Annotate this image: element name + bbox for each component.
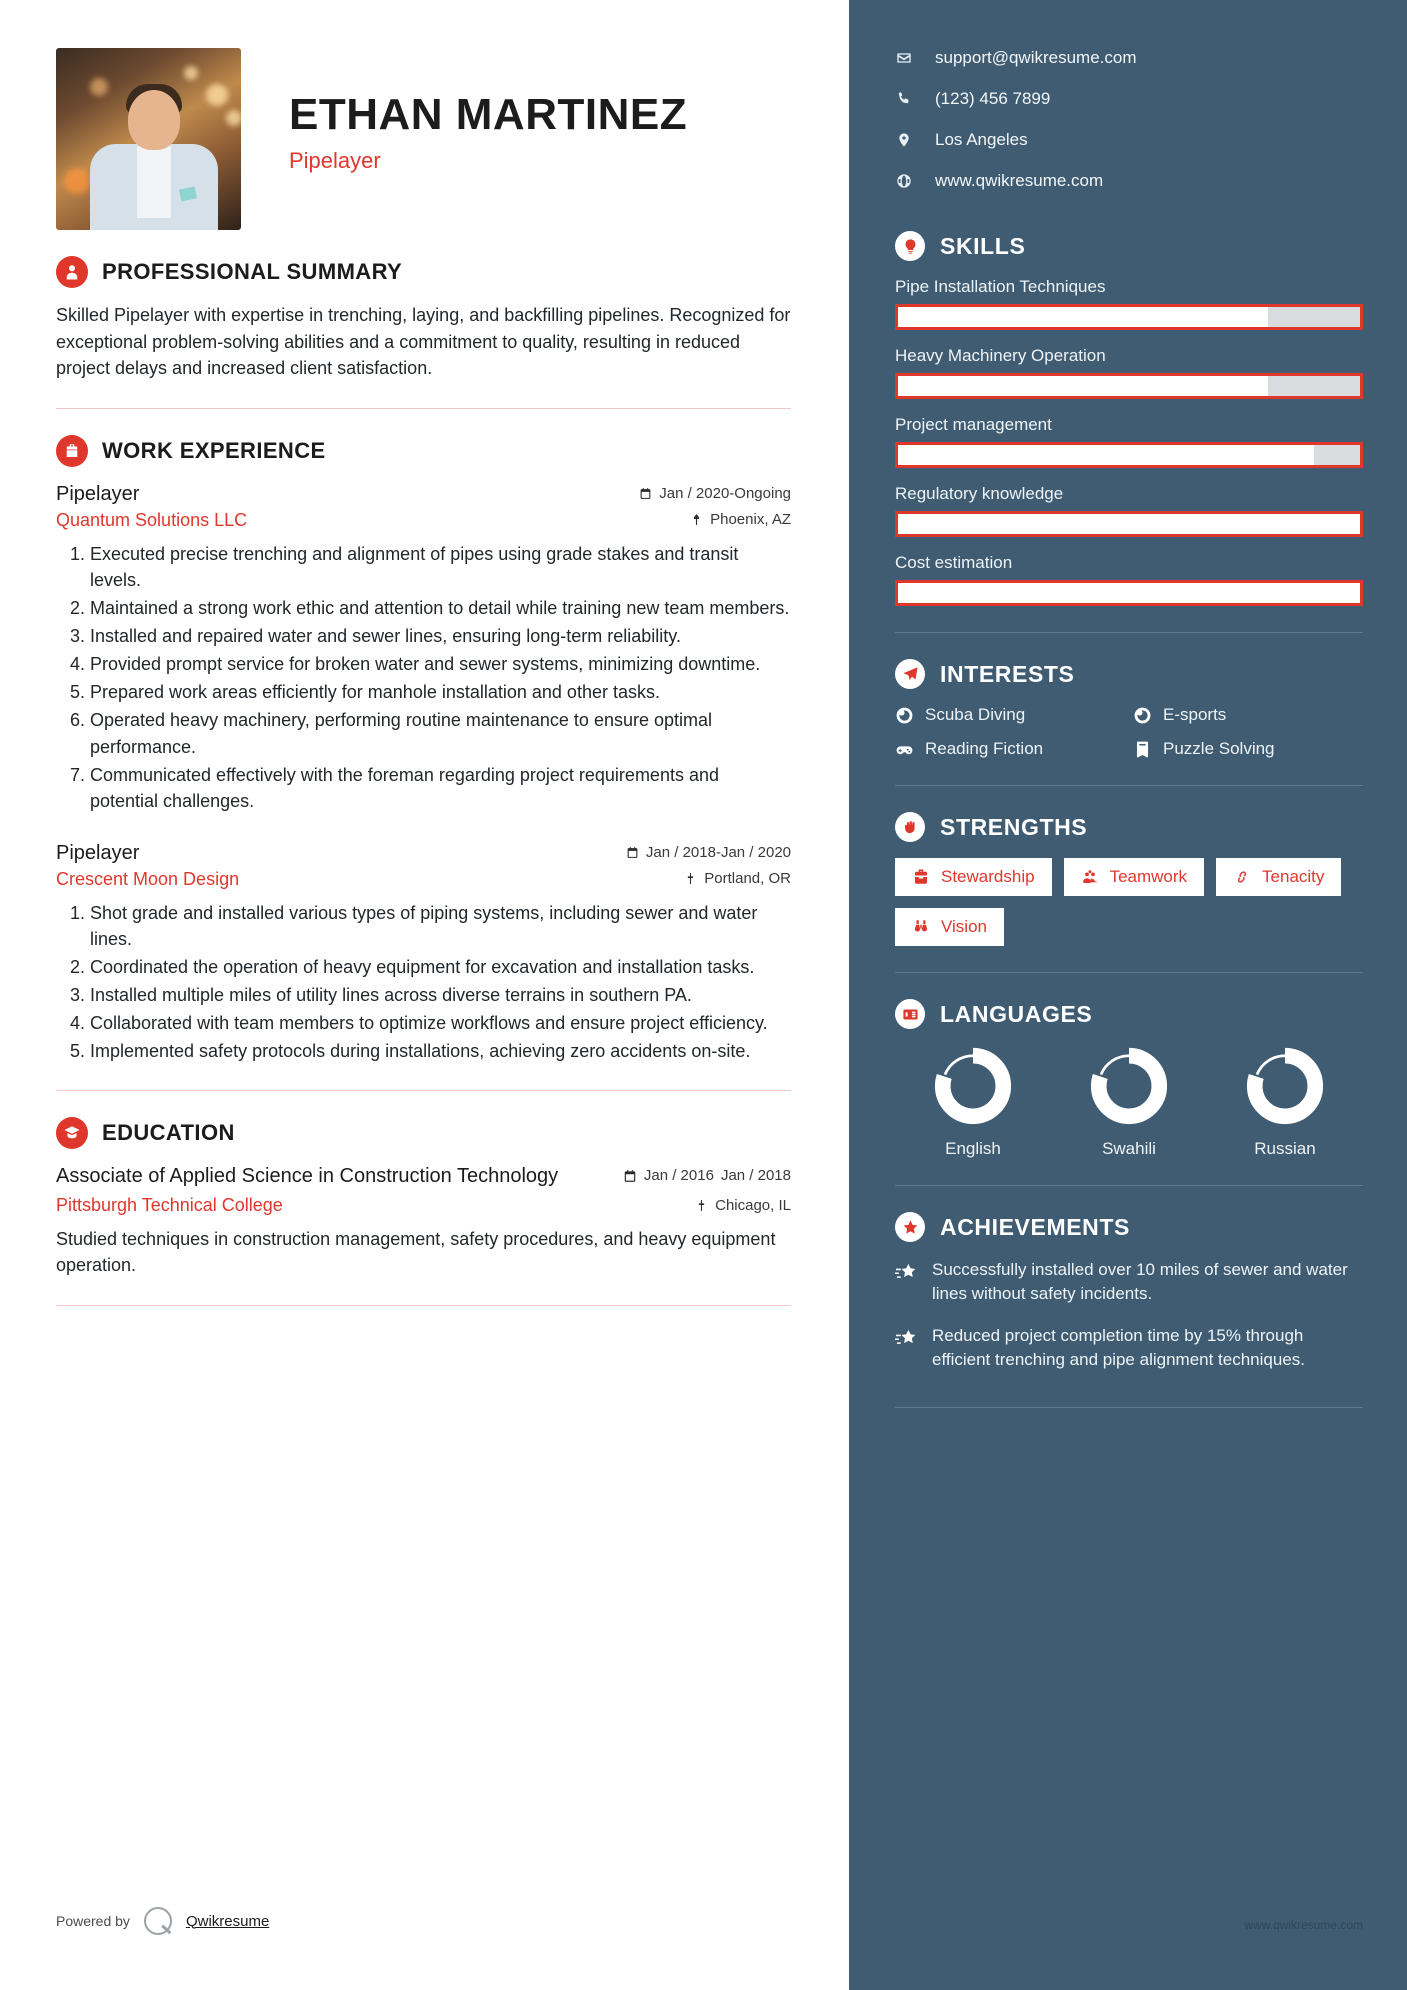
skill-label: Cost estimation: [895, 553, 1013, 572]
interests-grid: [895, 705, 1363, 759]
fist-icon: [895, 812, 925, 842]
star-badge-icon: [895, 1212, 925, 1242]
strengths-list: [895, 858, 1363, 946]
paper-plane-icon: [895, 659, 925, 689]
section-languages: [895, 999, 1363, 1159]
skill-label: Regulatory knowledge: [895, 484, 1064, 503]
map-pin-icon: [895, 132, 913, 148]
pin-icon: [690, 513, 703, 526]
name-block: [289, 48, 687, 174]
briefcase-icon: [56, 435, 88, 467]
list-item: 2. Coordinated the operation of heavy equipment for excavation and installation tasks.: [90, 954, 791, 980]
skill-progress-bar: [895, 373, 1363, 399]
shooting-star-icon: [895, 1327, 918, 1350]
strength-badge: [1216, 858, 1341, 896]
sidebar-divider: [895, 785, 1363, 786]
list-item: 5. Prepared work areas efficiently for manhole installation and other tasks.: [90, 679, 791, 705]
education-start: Jan / 2016: [643, 1167, 714, 1185]
contact-location-value: Los Angeles: [935, 130, 1028, 149]
languages-title: LANGUAGES: [940, 1000, 1093, 1027]
chain-link-icon: [1233, 868, 1251, 886]
strengths-title: STRENGTHS: [940, 813, 1088, 840]
calendar-icon: [623, 1169, 637, 1183]
language-donut-chart: [1088, 1045, 1170, 1127]
summary-text: Skilled Pipelayer with expertise in trenching, laying, and backfilling pipelines. Recognized for exceptional problem-solving abilities and a commitment to quality, resulting in reduced project delays and increased client satisfaction.: [56, 305, 791, 379]
strength-label: Stewardship: [941, 867, 1035, 886]
education-degree: Associate of Applied Science in Construction Technology: [56, 1165, 559, 1188]
globe-icon: [895, 173, 913, 189]
job-dates: Jan / 2018-Jan / 2020: [626, 844, 791, 861]
skill-progress-bar: [895, 511, 1363, 537]
achievement-text: Successfully installed over 10 miles of sewer and water lines without safety incidents.: [932, 1260, 1348, 1304]
life-ring-icon: [895, 706, 914, 725]
section-strengths: [895, 812, 1363, 946]
list-item: 1. Executed precise trenching and alignment of pipes using grade stakes and transit levels.: [90, 541, 791, 593]
strengths-heading: [895, 812, 1363, 842]
section-work-experience: [56, 435, 791, 1065]
strength-label: Teamwork: [1109, 867, 1188, 886]
job-company: Quantum Solutions LLC: [56, 509, 248, 530]
contact-phone-value: (123) 456 7899: [935, 89, 1051, 108]
interest-item: [1133, 739, 1363, 759]
job-location: Portland, OR: [684, 870, 791, 887]
strength-badge: [1064, 858, 1204, 896]
translate-icon: [895, 999, 925, 1029]
skill-item: [895, 277, 1363, 330]
graduation-cap-icon: [56, 1117, 88, 1149]
job-position: Pipelayer: [56, 482, 140, 505]
language-donut-chart: [1244, 1045, 1326, 1127]
book-icon: [1133, 740, 1152, 759]
language-item: [1088, 1045, 1170, 1159]
education-heading: [56, 1117, 791, 1149]
sidebar-divider: [895, 632, 1363, 633]
list-item: 7. Communicated effectively with the foreman regarding project requirements and potential challenges.: [90, 762, 791, 814]
language-label: Swahili: [1102, 1139, 1156, 1158]
contact-website[interactable]: [895, 171, 1363, 191]
section-interests: [895, 659, 1363, 759]
interest-label: Reading Fiction: [925, 739, 1044, 758]
interest-label: Scuba Diving: [925, 705, 1026, 724]
education-description: Studied techniques in construction management, safety procedures, and heavy equipment operation.: [56, 1229, 776, 1276]
contact-location: [895, 130, 1363, 150]
shooting-star-icon: [895, 1261, 918, 1284]
calendar-icon: [639, 487, 652, 500]
sidebar-footer-url: www.qwikresume.com: [1244, 1918, 1363, 1932]
toolbox-icon: [912, 868, 930, 886]
life-ring-icon: [1133, 706, 1152, 725]
contact-list: [895, 48, 1363, 191]
interest-item: [1133, 705, 1363, 725]
footer-powered-by: Powered by: [56, 1913, 130, 1929]
list-item: 3. Installed multiple miles of utility lines across diverse terrains in southern PA.: [90, 982, 791, 1008]
work-title: WORK EXPERIENCE: [102, 437, 326, 463]
education-title: EDUCATION: [102, 1120, 235, 1146]
skill-label: Project management: [895, 415, 1052, 434]
language-item: [932, 1045, 1014, 1159]
person-icon: [56, 256, 88, 288]
education-entry: [56, 1163, 791, 1278]
phone-icon: [895, 91, 913, 107]
skills-title: SKILLS: [940, 232, 1026, 259]
contact-website-value: www.qwikresume.com: [935, 171, 1104, 190]
skill-item: [895, 415, 1363, 468]
strength-label: Vision: [941, 917, 987, 936]
skill-progress-bar: [895, 580, 1363, 606]
divider: [56, 408, 791, 409]
education-end: Jan / 2018: [720, 1167, 791, 1185]
skill-progress-bar: [895, 442, 1363, 468]
education-dates: [623, 1163, 791, 1184]
language-label: English: [945, 1139, 1001, 1158]
job-position: Pipelayer: [56, 841, 140, 864]
calendar-icon: [626, 846, 639, 859]
achievement-item: [895, 1324, 1363, 1372]
skill-item: [895, 346, 1363, 399]
interest-label: Puzzle Solving: [1163, 739, 1275, 758]
people-group-icon: [1081, 868, 1099, 886]
skill-progress-bar: [895, 304, 1363, 330]
interest-item: [895, 739, 1125, 759]
achievement-item: [895, 1258, 1363, 1306]
job-company: Crescent Moon Design: [56, 868, 240, 889]
resume-header: [56, 48, 791, 230]
pin-icon: [684, 872, 697, 885]
footer-brand-link[interactable]: Qwikresume: [185, 1912, 270, 1930]
strength-badge: [895, 908, 1004, 946]
footer: [56, 1907, 269, 1935]
list-item: 1. Shot grade and installed various types of piping systems, including sewer and water lines.: [90, 900, 791, 952]
resume-sidebar: [849, 0, 1407, 1990]
skills-heading: [895, 231, 1363, 261]
list-item: 5. Implemented safety protocols during installations, achieving zero accidents on-site.: [90, 1038, 791, 1064]
gamepad-icon: [895, 740, 914, 759]
contact-email[interactable]: [895, 48, 1363, 68]
job-bullets: [56, 900, 791, 1065]
work-entry: [56, 842, 791, 1065]
interest-label: E-sports: [1163, 705, 1227, 724]
language-label: Russian: [1254, 1139, 1316, 1158]
page-title: ETHAN MARTINEZ: [289, 90, 688, 139]
sidebar-divider: [895, 1185, 1363, 1186]
pin-icon: [695, 1199, 708, 1212]
achievement-text: Reduced project completion time by 15% through efficient trenching and pipe alignment techniques.: [932, 1326, 1305, 1370]
divider: [56, 1090, 791, 1091]
job-location: Phoenix, AZ: [690, 511, 791, 528]
binoculars-icon: [912, 918, 930, 936]
skill-item: [895, 484, 1363, 537]
lightbulb-icon: [895, 231, 925, 261]
list-item: 6. Operated heavy machinery, performing routine maintenance to ensure optimal performance.: [90, 707, 791, 759]
skill-label: Heavy Machinery Operation: [895, 346, 1106, 365]
section-achievements: [895, 1212, 1363, 1373]
sidebar-divider: [895, 1407, 1363, 1408]
qwikresume-logo-icon: [144, 1907, 172, 1935]
contact-phone[interactable]: [895, 89, 1363, 109]
achievements-heading: [895, 1212, 1363, 1242]
divider: [56, 1305, 791, 1306]
section-professional-summary: [56, 256, 791, 382]
strength-badge: [895, 858, 1052, 896]
language-donut-chart: [932, 1045, 1014, 1127]
list-item: 4. Collaborated with team members to optimize workflows and ensure project efficiency.: [90, 1010, 791, 1036]
work-entry: [56, 483, 791, 814]
list-item: 3. Installed and repaired water and sewer lines, ensuring long-term reliability.: [90, 623, 791, 649]
languages-heading: [895, 999, 1363, 1029]
strength-label: Tenacity: [1262, 867, 1325, 886]
job-bullets: [56, 541, 791, 814]
profile-job-title: Pipelayer: [289, 148, 381, 174]
interests-title: INTERESTS: [940, 660, 1075, 687]
section-education: [56, 1117, 791, 1278]
skill-item: [895, 553, 1363, 606]
envelope-icon: [895, 50, 913, 66]
job-dates: Jan / 2020-Ongoing: [639, 485, 791, 502]
interest-item: [895, 705, 1125, 725]
education-school: Pittsburgh Technical College: [56, 1195, 283, 1216]
education-location: Chicago, IL: [695, 1189, 791, 1214]
avatar: [56, 48, 241, 230]
summary-heading: [56, 256, 791, 288]
achievements-title: ACHIEVEMENTS: [940, 1213, 1130, 1240]
contact-email-value: support@qwikresume.com: [935, 48, 1137, 67]
list-item: 4. Provided prompt service for broken water and sewer systems, minimizing downtime.: [90, 651, 791, 677]
list-item: 2. Maintained a strong work ethic and attention to detail while training new team members.: [90, 595, 791, 621]
section-skills: [895, 231, 1363, 606]
interests-heading: [895, 659, 1363, 689]
summary-title: PROFESSIONAL SUMMARY: [102, 259, 403, 284]
skill-label: Pipe Installation Techniques: [895, 277, 1106, 296]
language-item: [1244, 1045, 1326, 1159]
work-heading: [56, 435, 791, 467]
sidebar-divider: [895, 972, 1363, 973]
languages-list: [895, 1045, 1363, 1159]
